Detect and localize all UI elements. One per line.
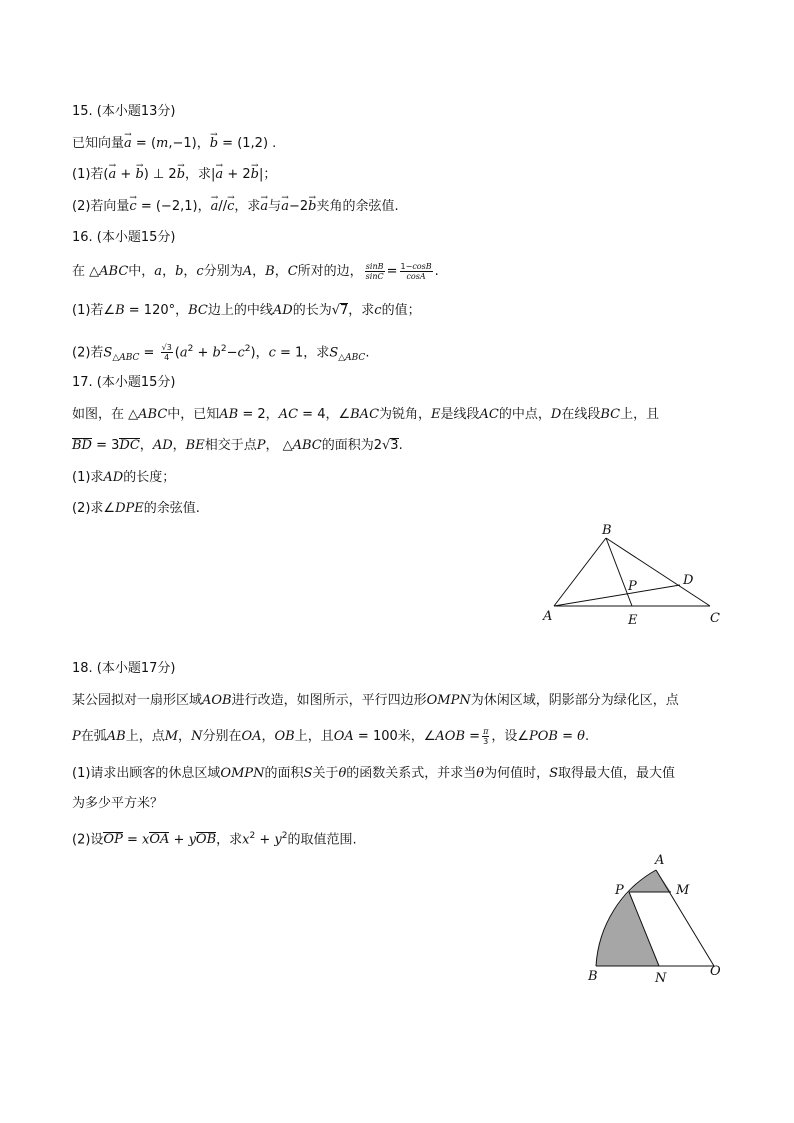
- q16-header: 16. (本小题15分): [72, 230, 176, 245]
- label-b: B: [602, 523, 612, 538]
- q17-triangle-figure: [530, 516, 730, 632]
- q17-part2: (2)求∠DPE的余弦值.: [72, 501, 200, 516]
- q18-sector-figure: [580, 848, 730, 988]
- q16-part2: (2)若$S_{\triangle ABC}$ = $\frac{√3}{4}$ $(a^2 + b^2-c^2)$，c = 1，求$S_{\triangle ABC}$.: [72, 343, 370, 363]
- label-d: D: [683, 573, 694, 588]
- q18-header: 18. (本小题17分): [72, 661, 176, 676]
- q16-stem: 在 △ABC中，a，b，c分别为A，B，C所对的边， $\frac{\sin B}{\sin C}$ = $\frac{1-\cos B}{\cos A}$ .: [72, 262, 439, 281]
- label-a: A: [655, 853, 665, 868]
- label-e: E: [628, 613, 638, 628]
- q18-part1-line2: 为多少平方米？: [72, 796, 164, 811]
- segment-ad: [554, 585, 680, 606]
- q15-part1: (1)若(→ a + → b) ⊥ 2→ b，求|→ a + 2→ b|；: [72, 166, 276, 184]
- label-n: N: [655, 971, 667, 986]
- label-c: C: [710, 611, 720, 626]
- label-o: O: [710, 964, 721, 979]
- label-p: P: [628, 579, 637, 594]
- label-b: B: [588, 969, 598, 984]
- label-p: P: [615, 883, 624, 898]
- q17-stem-line2: BD = 3DC，AD，BE相交于点P， △ABC的面积为2√3.: [72, 438, 403, 453]
- q15-stem: 已知向量→ a = (m,−1)，→ b = (1,2) .: [72, 135, 276, 153]
- shaded-region-lower: [596, 892, 659, 966]
- label-a: A: [543, 609, 553, 624]
- q17-header: 17. (本小题15分): [72, 375, 176, 390]
- q15-part2: (2)若向量→ c = (−2,1)，→ a//→ c，求→ a与→ a−2→ b夹角的余弦值.: [72, 198, 399, 216]
- q18-part2: (2)设OP = xOA + yOB，求$x^2 + y^2$的取值范围.: [72, 831, 357, 848]
- q16-part1: (1)若∠B = 120°，BC边上的中线AD的长为√7，求c的值；: [72, 303, 421, 318]
- segment-ab: [554, 538, 606, 606]
- q17-part1: (1)求AD的长度；: [72, 470, 176, 485]
- q18-stem-line2: P在弧AB上，点M，N分别在OA，OB上，且OA = 100米，∠AOB = $\frac{\pi}{3}$ ，设∠POB = θ.: [72, 727, 590, 746]
- q18-stem-line1: 某公园拟对一扇形区域AOB进行改造，如图所示，平行四边形OMPN为休闲区域，阴影部分为绿化区，点: [72, 693, 679, 708]
- q15-header: 15. (本小题13分): [72, 104, 176, 119]
- segment-be: [606, 538, 632, 606]
- q18-part1-line1: (1)请求出顾客的休息区域OMPN的面积S关于θ的函数关系式，并求当θ为何值时，S取得最大值，最大值: [72, 766, 676, 781]
- label-m: M: [676, 883, 690, 898]
- q17-stem-line1: 如图，在 △ABC中，已知AB = 2，AC = 4，∠BAC为锐角，E是线段AC的中点，D在线段BC上，且: [72, 407, 660, 422]
- segment-bc: [606, 538, 710, 606]
